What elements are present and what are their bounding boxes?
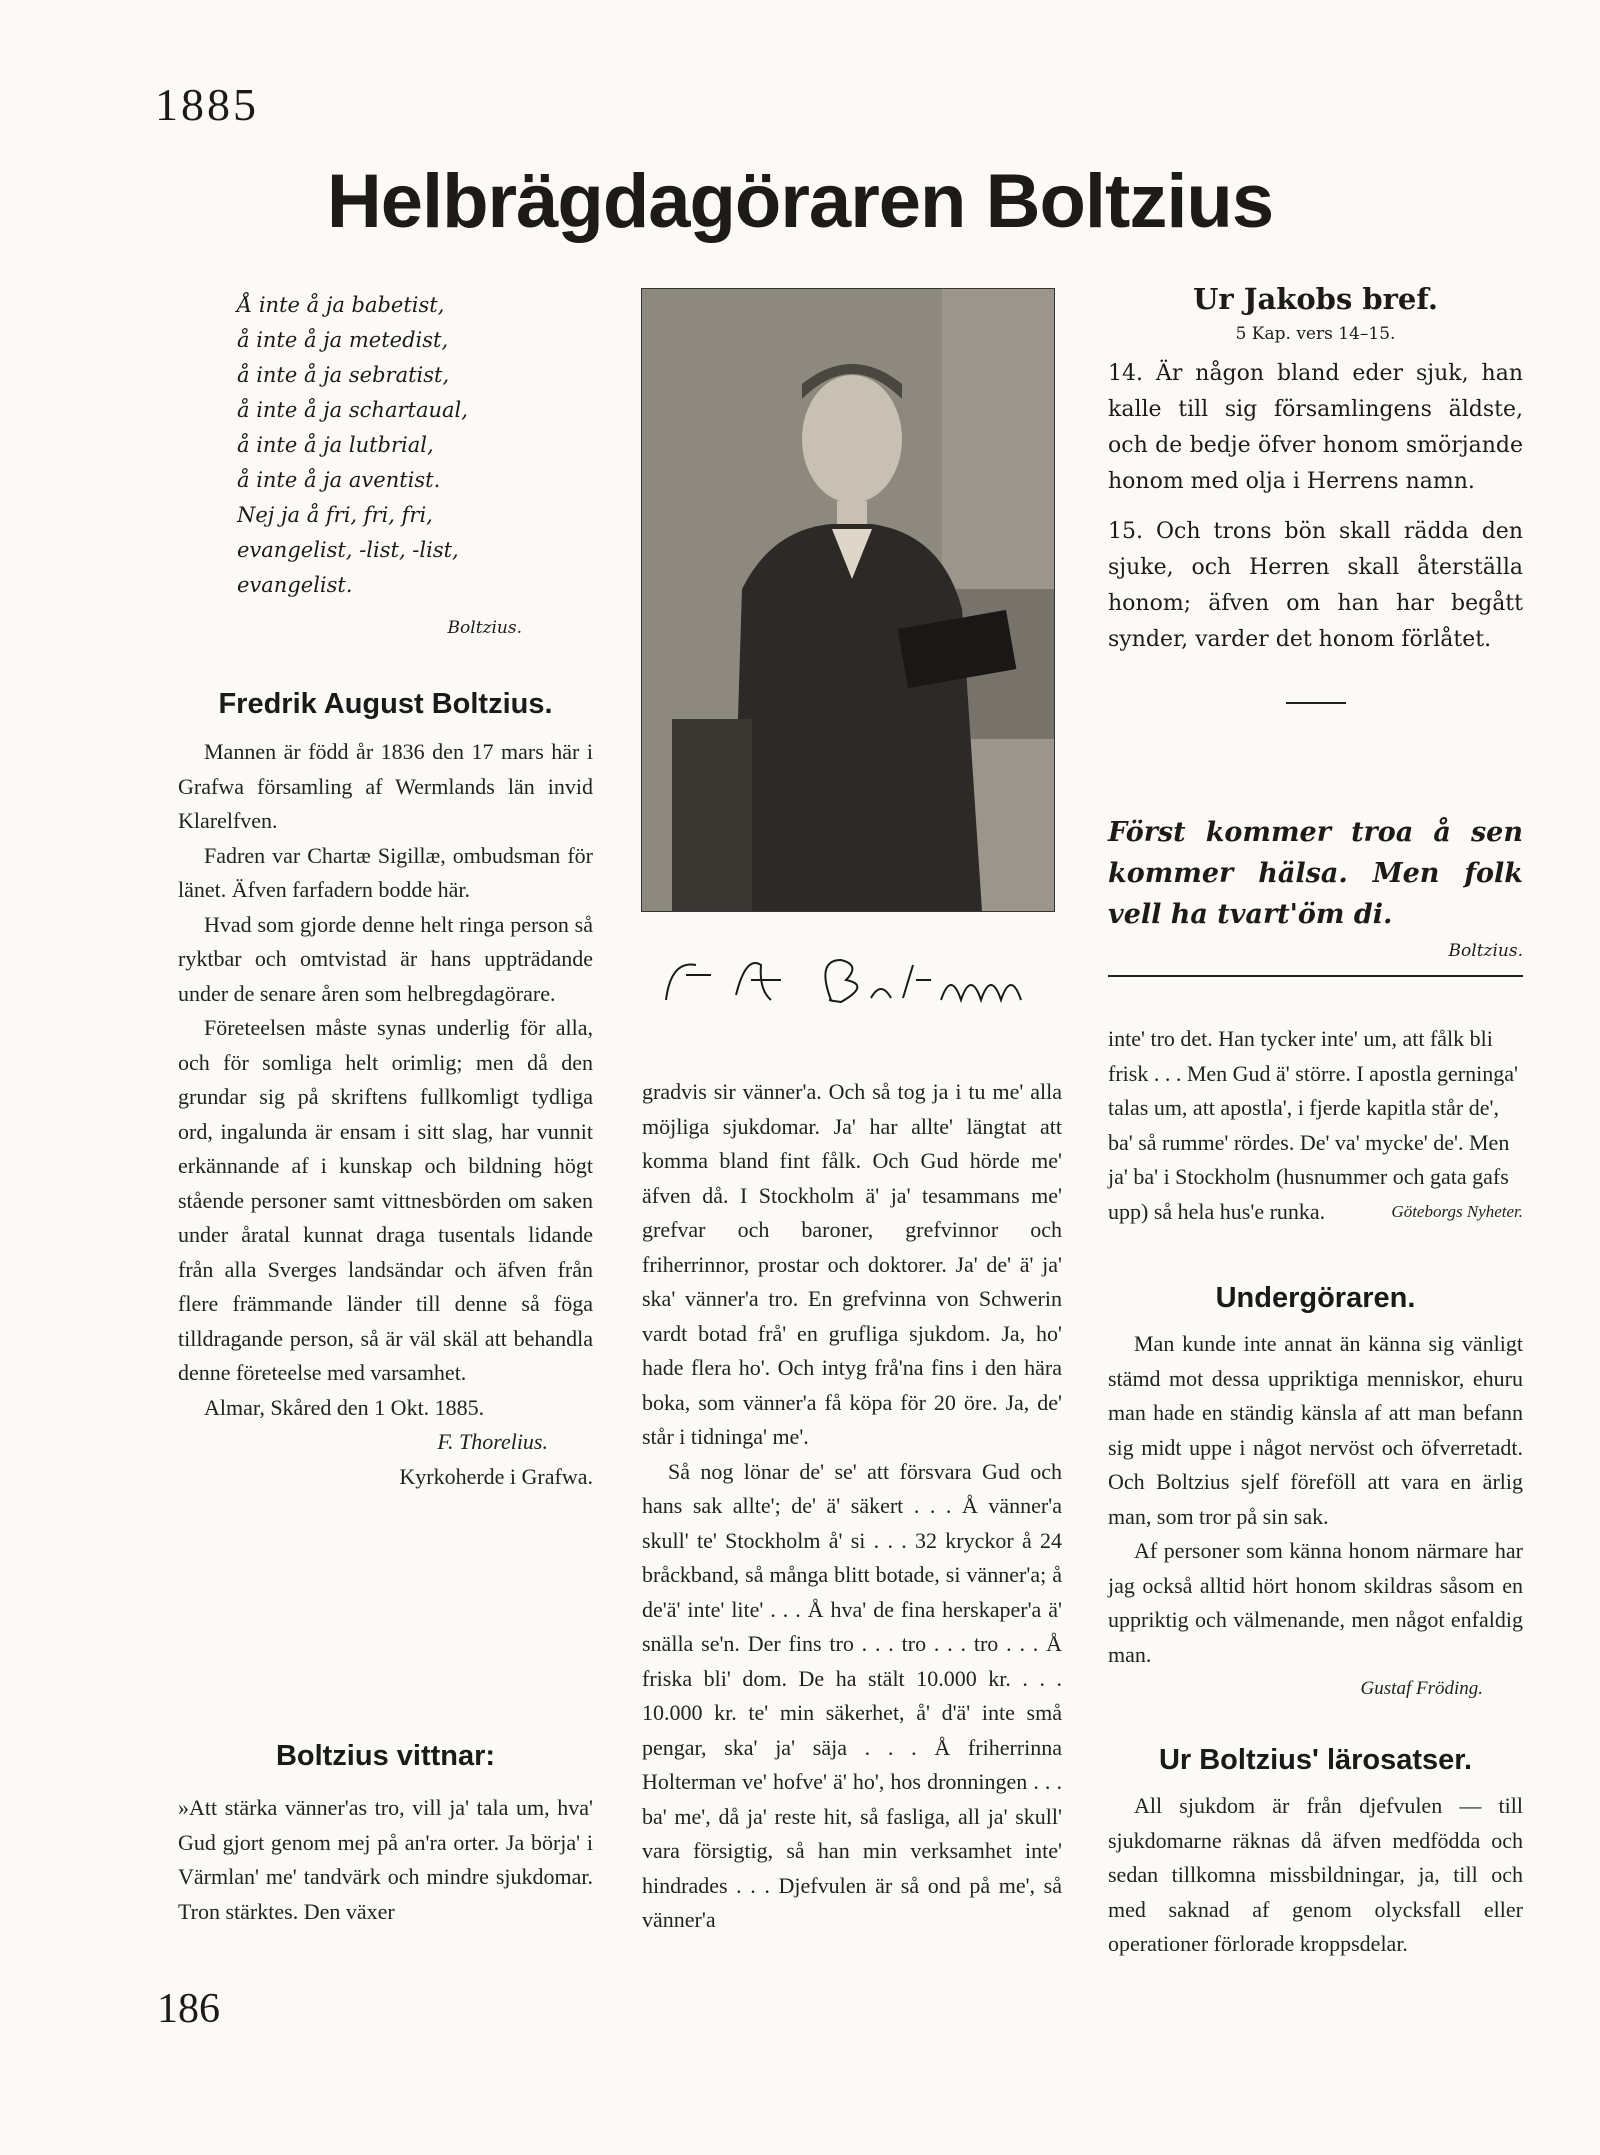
bio-paragraph: Mannen är född år 1836 den 17 mars här i Grafwa församling af Wermlands län invid Klarelfven.	[178, 739, 593, 833]
handwritten-signature	[641, 940, 1053, 1020]
motto-signature: Boltzius.	[1448, 941, 1523, 961]
poem-line: evangelist.	[237, 573, 353, 597]
bio-signature-title: Kyrkoherde i Grafwa.	[399, 1463, 593, 1489]
bio-signature-name: F. Thorelius.	[437, 1429, 548, 1454]
poem-line: Nej ja å fri, fri, fri,	[237, 503, 433, 527]
testimony-text: »Att stärka vänner'as tro, vill ja' tala um, hva' Gud gjort genom mej på an'ra orter. Ja börja' i Värmlan' me' tandvärk och mindre sjukdomar. Tron stärktes. Den växer	[178, 1795, 593, 1924]
poem-line: å inte å ja sebratist,	[237, 363, 450, 387]
divider	[1108, 975, 1523, 977]
bio-paragraph: Företeelsen måste synas underlig för alla, och för somliga helt orimlig; men då den grundar sig på skriftens fullkomligt tydliga ord, ingalunda är ensam i sitt slag, har vunnit erkännande af i kunskap och bildning högt stående personer samt vittnesbörden om saken under åratal kunnat draga tusentals lidande från alla Sverges landsändar och äfven från flere främmande länder till denne så föga tilldragande person, så är väl skäl att behandla denne företeelse med varsamhet.	[178, 1015, 593, 1385]
poem	[237, 288, 537, 646]
page-number: 186	[157, 1986, 220, 2032]
bio-section	[178, 688, 593, 1494]
miracle-paragraph: Af personer som känna honom närmare har jag också alltid hört honom skildras såsom en uppriktig och välmenande, men något enfaldig man.	[1108, 1538, 1523, 1667]
testimony-section	[178, 1740, 593, 1929]
page-title: Helbrägdagöraren Boltzius	[326, 159, 1274, 244]
gbg-text: inte' tro det. Han tycker inte' um, att fålk bli frisk . . . Men Gud ä' större. I apostla gerninga' talas um, att apostla', i fjerde kapitla står de', ba' så rumme' rördes. De' va' mycke' de'. Men ja' ba' i Stockholm (husnummer och gata gafs upp) så hela hus'e runka.	[1108, 1026, 1518, 1224]
motto-text: Först kommer troa å sen kommer hälsa. Men folk vell ha tvart'öm di.	[1108, 817, 1523, 930]
bio-heading: Fredrik August Boltzius.	[218, 688, 553, 720]
scripture-verse: 14. Är någon bland eder sjuk, han kalle till sig församlingens äldste, och de bedje öfver honom smörjande honom med olja i Herrens namn.	[1108, 361, 1523, 494]
divider	[1286, 702, 1346, 704]
testimony-heading: Boltzius vittnar:	[275, 1740, 496, 1772]
portrait-figure	[642, 289, 1054, 911]
scripture-section	[1108, 282, 1523, 704]
scripture-reference: 5 Kap. vers 14–15.	[1235, 324, 1396, 344]
scripture-verse: 15. Och trons bön skall rädda den sjuke, och Herren skall återställa honom; äfven om han har begått synder, varder det honom förlåtet.	[1108, 519, 1523, 652]
year-heading: 1885	[155, 79, 259, 130]
scripture-heading: Ur Jakobs bref.	[1193, 282, 1438, 316]
poem-line: å inte å ja schartaual,	[237, 398, 468, 422]
testimony-continuation	[642, 1075, 1062, 1938]
testimony-paragraph: Så nog lönar de' se' att försvara Gud och hans sak allte'; de' ä' säkert . . . Å vänner'a skull' te' Stockholm å' si . . . 32 kryckor å 24 bråckband, så många blitt botade, si vänner'a; å de'ä' inte' lite' . . . Å hva' de fina herskaper'a ä' snälla se'n. Der fins tro . . . tro . . . tro . . . Å friska bli' dom. De ha stält 10.000 kr. . . . 10.000 kr. te' min säkerhet, å' d'ä' inte små pengar, ska' ja' säja . . . Å friherrinna Holterman ve' hofve' ä' ho', hos dronningen . . . ba' me', då ja' reste hit, så fasliga, all ja' skull' vara försigtig, så han min verksamhet inte' hindrades . . . Djefvulen är så ond på me', så vänner'a	[642, 1458, 1062, 1932]
poem-signature: Boltzius.	[447, 618, 522, 638]
miracle-heading: Undergöraren.	[1215, 1282, 1416, 1314]
motto-section	[1108, 812, 1523, 977]
poem-line: Å inte å ja babetist,	[237, 293, 445, 317]
bio-dateline: Almar, Skåred den 1 Okt. 1885.	[204, 1394, 485, 1420]
bio-paragraph: Hvad som gjorde denne helt ringa person så ryktbar och omtvistad är hans uppträdande under de senare åren som helbregdagörare.	[178, 911, 593, 1006]
poem-line: å inte å ja lutbrial,	[237, 433, 434, 457]
bio-paragraph: Fadren var Chartæ Sigillæ, ombudsman för länet. Äfven farfadern bodde här.	[178, 842, 593, 902]
portrait-photo	[641, 288, 1055, 912]
miracle-section	[1108, 1282, 1523, 1707]
miracle-signature: Gustaf Fröding.	[1360, 1678, 1483, 1699]
gbg-section	[1108, 1022, 1523, 1229]
doctrine-heading: Ur Boltzius' lärosatser.	[1158, 1744, 1473, 1776]
testimony-paragraph: gradvis sir vänner'a. Och så tog ja i tu me' alla möjliga sjukdomar. Ja' har allte' längtat att komma bland fint fålk. Och Gud hörde me' äfven då. I Stockholm ä' ja' tesammans me' grefvar och baroner, grefvinnor och friherrinnor, prostar och doktorer. Ja' de' ä' ja' ska' vänner'a tro. En grefvinna von Schwerin vardt botad frå' en grufliga sjukdom. Ja, ho' hade flera ho'. Och intyg frå'na fins i den hära boka, som vänner'a få köpa för 20 öre. Ja, de' står i tidninga' me'.	[642, 1079, 1062, 1449]
poem-line: å inte å ja aventist.	[237, 468, 441, 492]
miracle-paragraph: Man kunde inte annat än känna sig vänligt stämd mot dessa uppriktiga menniskor, ehuru man hade en ständig känsla af att man befann sig midt uppe i något nervöst och öfverretadt. Och Boltzius sjelf föreföll att vara en ärlig man, som tror på sin sak.	[1108, 1331, 1523, 1529]
poem-line: evangelist, -list, -list,	[237, 538, 459, 562]
doctrine-section	[1108, 1744, 1523, 1962]
poem-line: å inte å ja metedist,	[237, 328, 449, 352]
gbg-source: Göteborgs Nyheter.	[1391, 1201, 1523, 1221]
doctrine-text: All sjukdom är från djefvulen — till sjukdomarne räknas då äfven medfödda och sedan tillkomna missbildningar, ja, till och med saknad af genom olycksfall eller operationer förlorade kroppsdelar.	[1108, 1793, 1523, 1956]
